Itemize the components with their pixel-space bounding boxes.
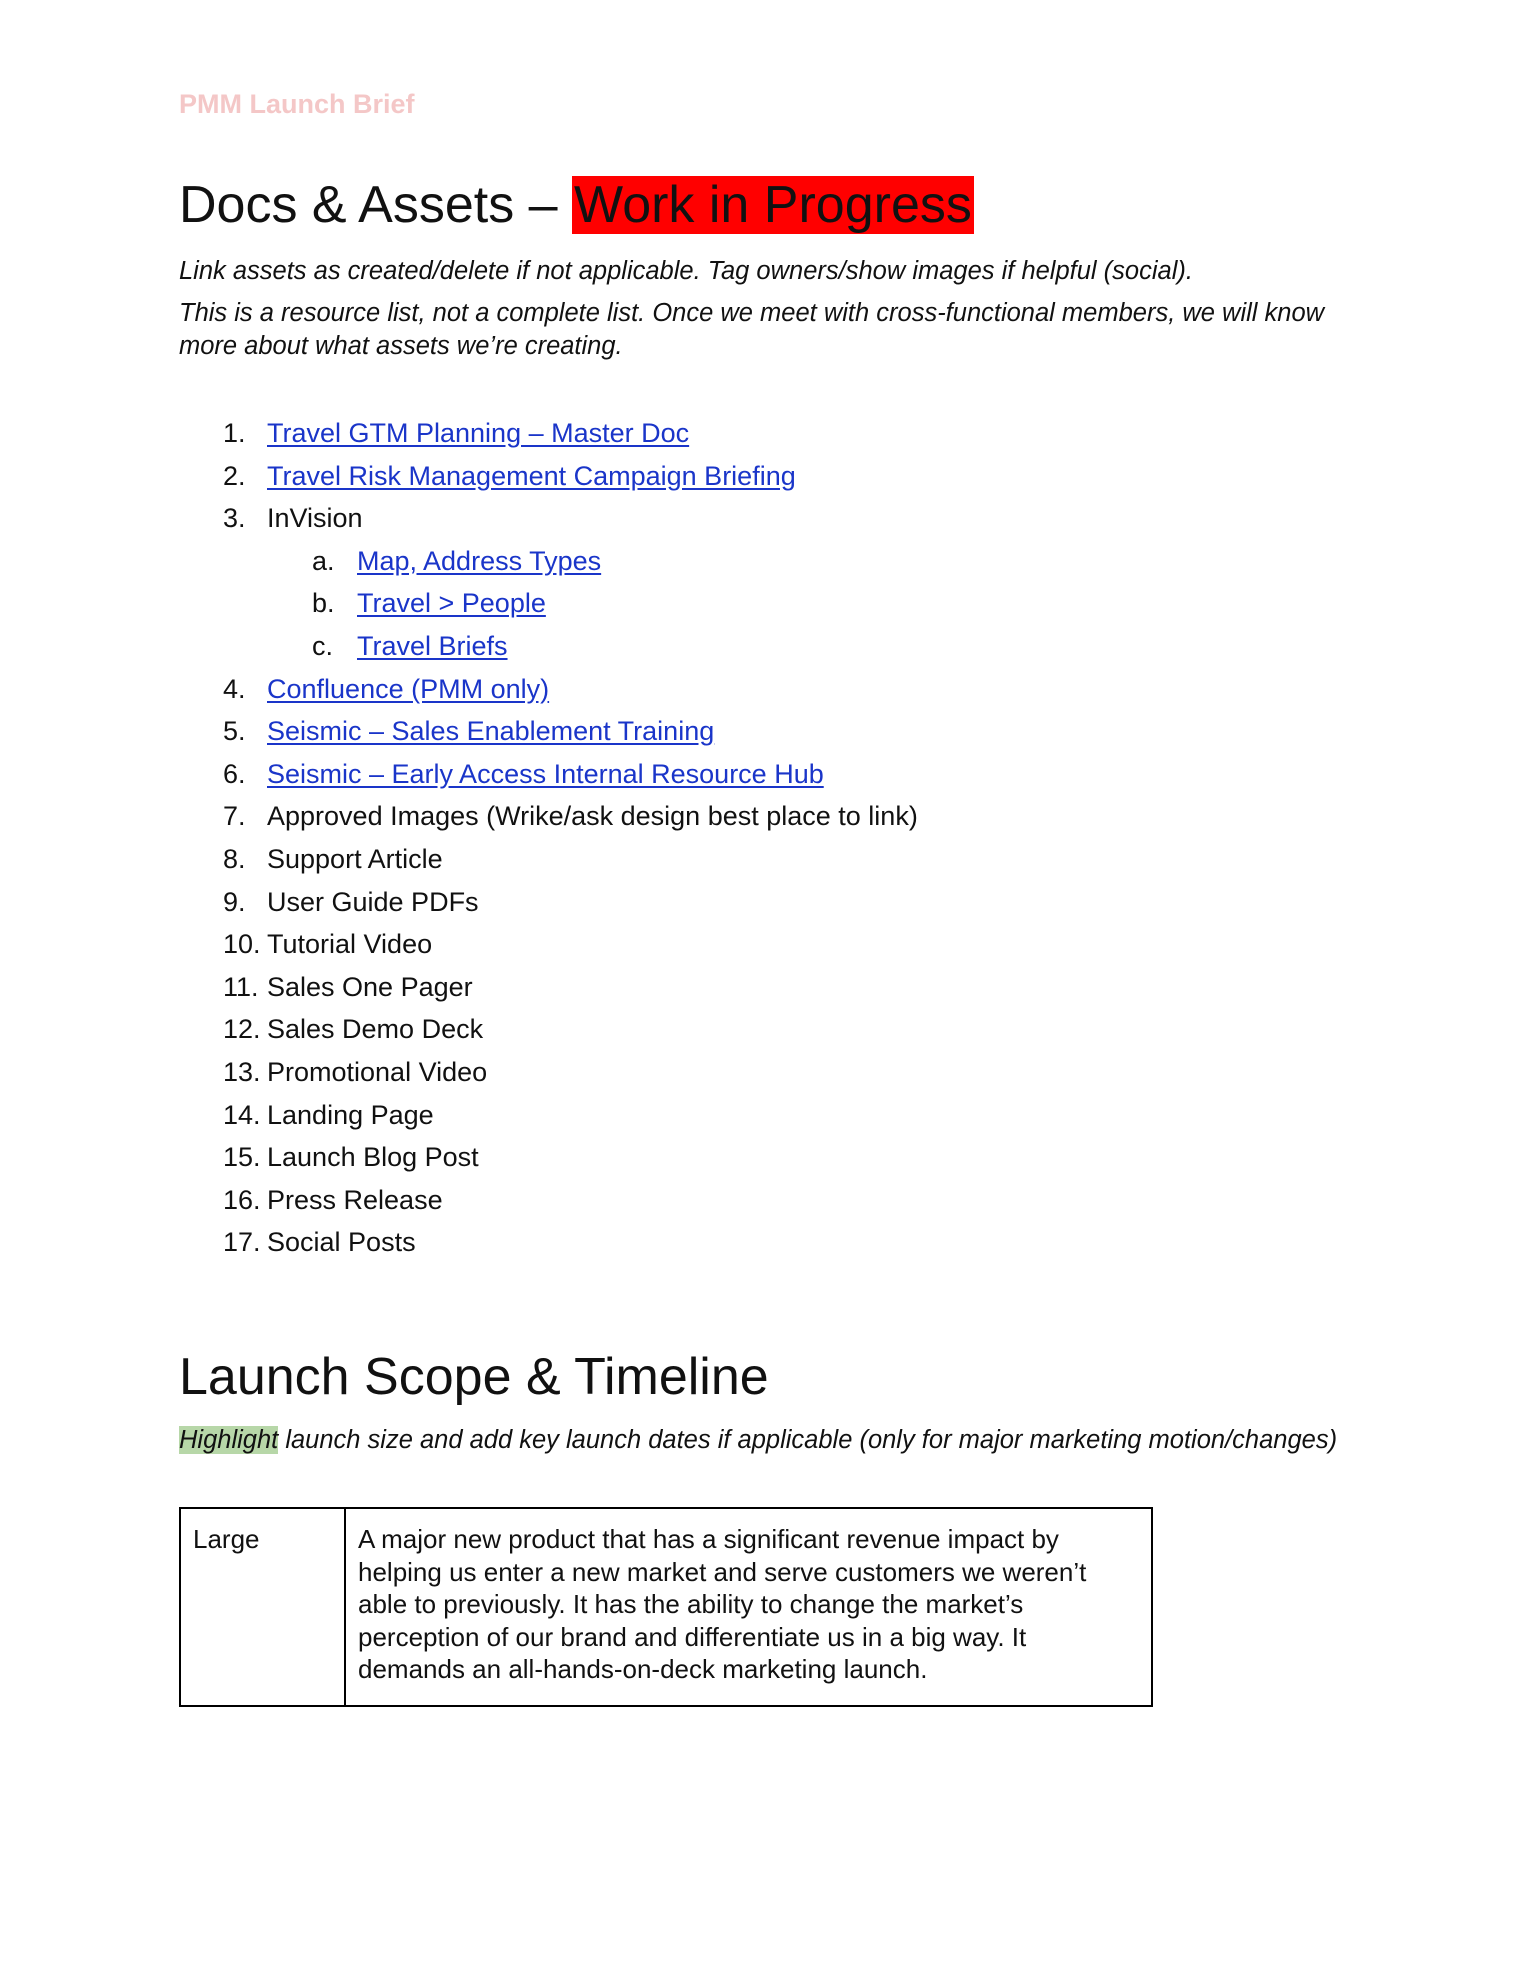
launch-size-cell[interactable]: Large	[180, 1508, 345, 1706]
seismic-sales-enablement-link[interactable]: Seismic – Sales Enablement Training	[267, 716, 715, 747]
asset-number: 5.	[223, 716, 246, 747]
asset-number: 10.	[223, 929, 261, 960]
asset-label: Launch Blog Post	[267, 1142, 479, 1173]
asset-number: 7.	[223, 801, 246, 832]
asset-label: User Guide PDFs	[267, 886, 479, 917]
launch-scope-heading: Launch Scope & Timeline	[179, 1348, 769, 1406]
asset-number: 13.	[223, 1056, 261, 1087]
highlight-word: Highlight	[179, 1426, 279, 1454]
asset-number: 16.	[223, 1184, 261, 1215]
docs-assets-heading-text: Docs & Assets –	[179, 176, 573, 234]
asset-sub-letter: a.	[312, 545, 335, 576]
campaign-briefing-link[interactable]: Travel Risk Management Campaign Briefing	[267, 460, 796, 491]
asset-label: Landing Page	[267, 1099, 434, 1130]
seismic-resource-hub-link[interactable]: Seismic – Early Access Internal Resource Hub	[267, 758, 824, 789]
asset-number: 6.	[223, 758, 246, 789]
launch-size-description-cell[interactable]: A major new product that has a significant revenue impact by helping us enter a new market and serve customers we weren’t able to previously. It has the ability to change the market’s perception of our brand and differentiate us in a big way. It demands an all-hands-on-deck marketing launch.	[345, 1508, 1152, 1706]
asset-label: Approved Images (Wrike/ask design best place to link)	[267, 801, 918, 832]
asset-number: 12.	[223, 1014, 261, 1045]
asset-number: 11.	[223, 971, 259, 1002]
scope-instruction-text: launch size and add key launch dates if applicable (only for major marketing motion/changes)	[278, 1426, 1338, 1454]
asset-number: 9.	[223, 886, 246, 917]
asset-sub-letter: c.	[312, 630, 334, 661]
work-in-progress-highlight: Work in Progress	[574, 176, 972, 234]
asset-number: 17.	[223, 1227, 261, 1258]
asset-label: Support Article	[267, 843, 443, 874]
table-row	[180, 1508, 1152, 1706]
travel-people-link[interactable]: Travel > People	[357, 588, 546, 619]
asset-label: Social Posts	[267, 1227, 416, 1258]
scope-instruction-note	[179, 1424, 1379, 1457]
asset-label: Sales One Pager	[267, 971, 473, 1002]
docs-resource-note: This is a resource list, not a complete list. Once we meet with cross-functional members, we will know more about what assets we’re creating.	[179, 299, 1325, 360]
asset-number: 1.	[223, 418, 246, 448]
docs-assets-heading	[179, 176, 974, 236]
asset-number: 15.	[223, 1142, 261, 1173]
confluence-link[interactable]: Confluence (PMM only)	[267, 673, 550, 704]
asset-number: 2.	[223, 460, 246, 491]
docs-instruction-note: Link assets as created/delete if not applicable. Tag owners/show images if helpful (social).	[179, 257, 1193, 285]
launch-size-table	[179, 1507, 1153, 1707]
asset-label: Tutorial Video	[267, 929, 433, 960]
asset-number: 8.	[223, 843, 246, 874]
asset-label: Press Release	[267, 1184, 443, 1215]
asset-number: 14.	[223, 1099, 261, 1130]
travel-briefs-link[interactable]: Travel Briefs	[357, 630, 508, 661]
asset-sub-letter: b.	[312, 588, 335, 619]
travel-gtm-planning-link[interactable]: Travel GTM Planning – Master Doc	[267, 418, 690, 448]
map-address-types-link[interactable]: Map, Address Types	[357, 545, 602, 576]
asset-label: Promotional Video	[267, 1056, 488, 1087]
invision-label: InVision	[267, 503, 363, 534]
asset-number: 4.	[223, 673, 246, 704]
asset-label: Sales Demo Deck	[267, 1014, 484, 1045]
running-header: PMM Launch Brief	[179, 89, 415, 119]
asset-number: 3.	[223, 503, 246, 534]
